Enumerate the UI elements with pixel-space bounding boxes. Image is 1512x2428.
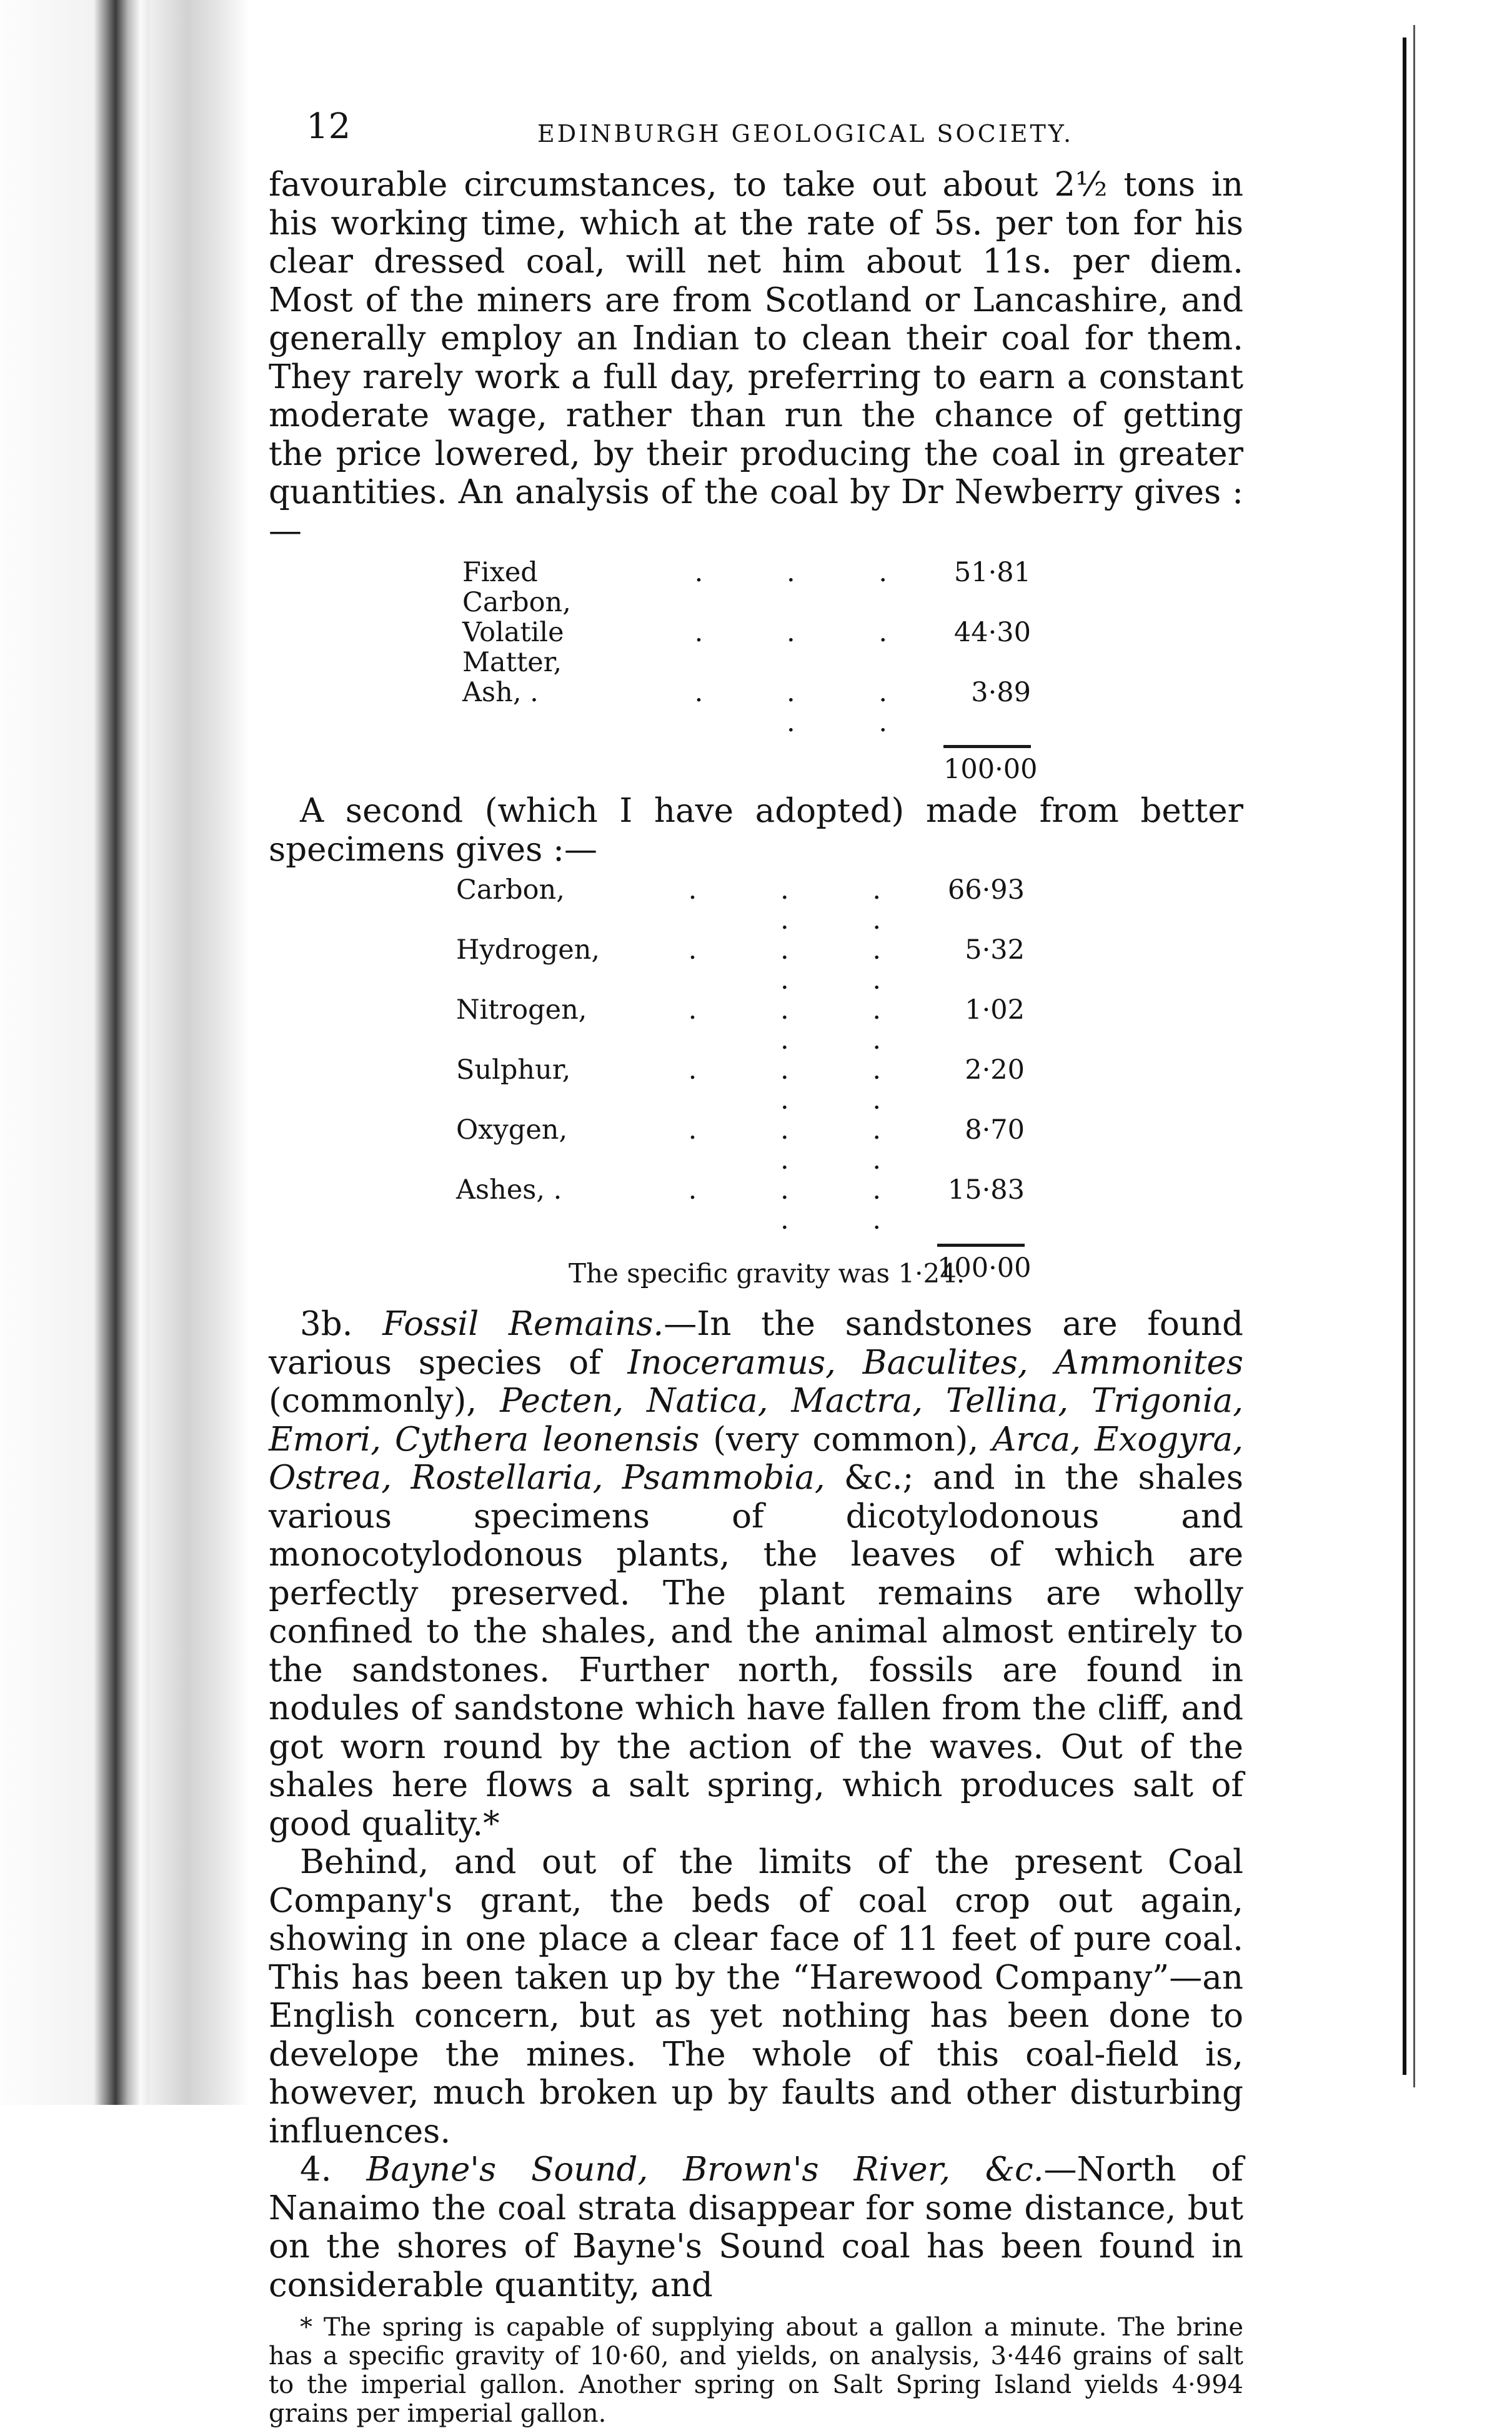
footnote-text: * The spring is capable of supplying about a gallon a minute. The brine has a specific gravity of 10·60, and yields, on analysis, 3·446 grains of salt to the imperial gallon. Another spring on Salt Spring Island yields 4·994 grains per imperial gallon. <box>269 2313 1243 2428</box>
analysis-row: Hydrogen, . . . . . 5·32 <box>456 934 1025 996</box>
book-page <box>269 106 1243 2428</box>
page-number: 12 <box>306 106 351 147</box>
binding-shadow <box>0 0 150 2105</box>
analysis-total: 100·00 <box>937 1252 1032 1284</box>
section-heading: Bayne's Sound, Brown's River, &c. <box>366 2151 1044 2189</box>
section-heading: Fossil Remains. <box>382 1305 664 1343</box>
paragraph-second-analysis: A second (which I have adopted) made from better specimens gives :— <box>269 792 1243 869</box>
running-title: EDINBURGH GEOLOGICAL SOCIETY. <box>537 120 1074 147</box>
sum-rule <box>943 745 1031 748</box>
paragraph-fossil-remains: 3b. Fossil Remains.—In the sandstones are found various species of Inoceramus, Baculites, Ammonites (commonly), Pecten, Natica, Mactra, Tellina, Trigonia, Emori, Cythera leonensis (very common), Arca, Exogyra, Ostrea, Rostellaria, Psammobia, &c.; and in the shales various specimens of dicotylodonous and monocotylodonous plants, the leaves of which are perfectly preserved. The plant remains are wholly confined to the shales, and the animal almost entirely to the sandstones. Further north, fossils are found in nodules of sandstone which have fallen from the cliff, and got worn round by the action of the waves. Out of the shales here flows a salt spring, which produces salt of good quality.* <box>269 1305 1243 1843</box>
page-edge-line <box>1403 37 1406 2075</box>
analysis-row: Fixed Carbon, . . . 51·81 <box>462 557 1031 618</box>
body-text <box>269 792 1243 869</box>
paragraph-harewood: Behind, and out of the limits of the present Coal Company's grant, the beds of coal crop out again, showing in one place a clear face of 11 feet of pure coal. This has been taken up by the “Harewood Company”—an English concern, but as yet nothing has been done to develope the mines. The whole of this coal-field is, however, much broken up by faults and other disturbing influences. <box>269 1843 1243 2151</box>
body-text <box>269 166 1243 550</box>
gutter-shadow <box>150 0 250 2105</box>
analysis-row: Nitrogen, . . . . . 1·02 <box>456 994 1025 1056</box>
analysis-row: Ashes, . . . . . . 15·83 <box>456 1174 1025 1236</box>
analysis-row: Oxygen, . . . . . 8·70 <box>456 1114 1025 1176</box>
analysis-row: Carbon, . . . . . 66·93 <box>456 874 1025 936</box>
paragraph-baynes-sound: 4. Bayne's Sound, Brown's River, &c.—North of Nanaimo the coal strata disappear for some distance, but on the shores of Bayne's Sound coal has been found in considerable quantity, and <box>269 2151 1243 2304</box>
page-header <box>269 106 1243 162</box>
page-edge-line-secondary <box>1413 25 1415 2087</box>
paragraph-miners: favourable circumstances, to take out about 2½ tons in his working time, which at the rate of 5s. per ton for his clear dressed coal, will net him about 11s. per diem. Most of the miners are from Scotland or Lancashire, and generally employ an Indian to clean their coal for them. They rarely work a full day, preferring to earn a constant moderate wage, rather than run the chance of getting the price lowered, by their producing the coal in greater quantities. An analysis of the coal by Dr Newberry gives :— <box>269 166 1243 550</box>
analysis-row: Ash, . . . . . . 3·89 <box>462 677 1031 738</box>
specific-gravity-note: The specific gravity was 1·24. <box>569 1258 965 1289</box>
analysis-table-adopted <box>456 875 1243 1283</box>
footnote <box>269 2313 1243 2428</box>
analysis-table-newberry <box>462 557 1243 784</box>
analysis-total: 100·00 <box>943 754 1038 785</box>
analysis-row: Volatile Matter, . . . 44·30 <box>462 617 1031 678</box>
body-text <box>269 1305 1243 2304</box>
analysis-row: Sulphur, . . . . . 2·20 <box>456 1054 1025 1116</box>
sum-rule <box>937 1244 1025 1247</box>
